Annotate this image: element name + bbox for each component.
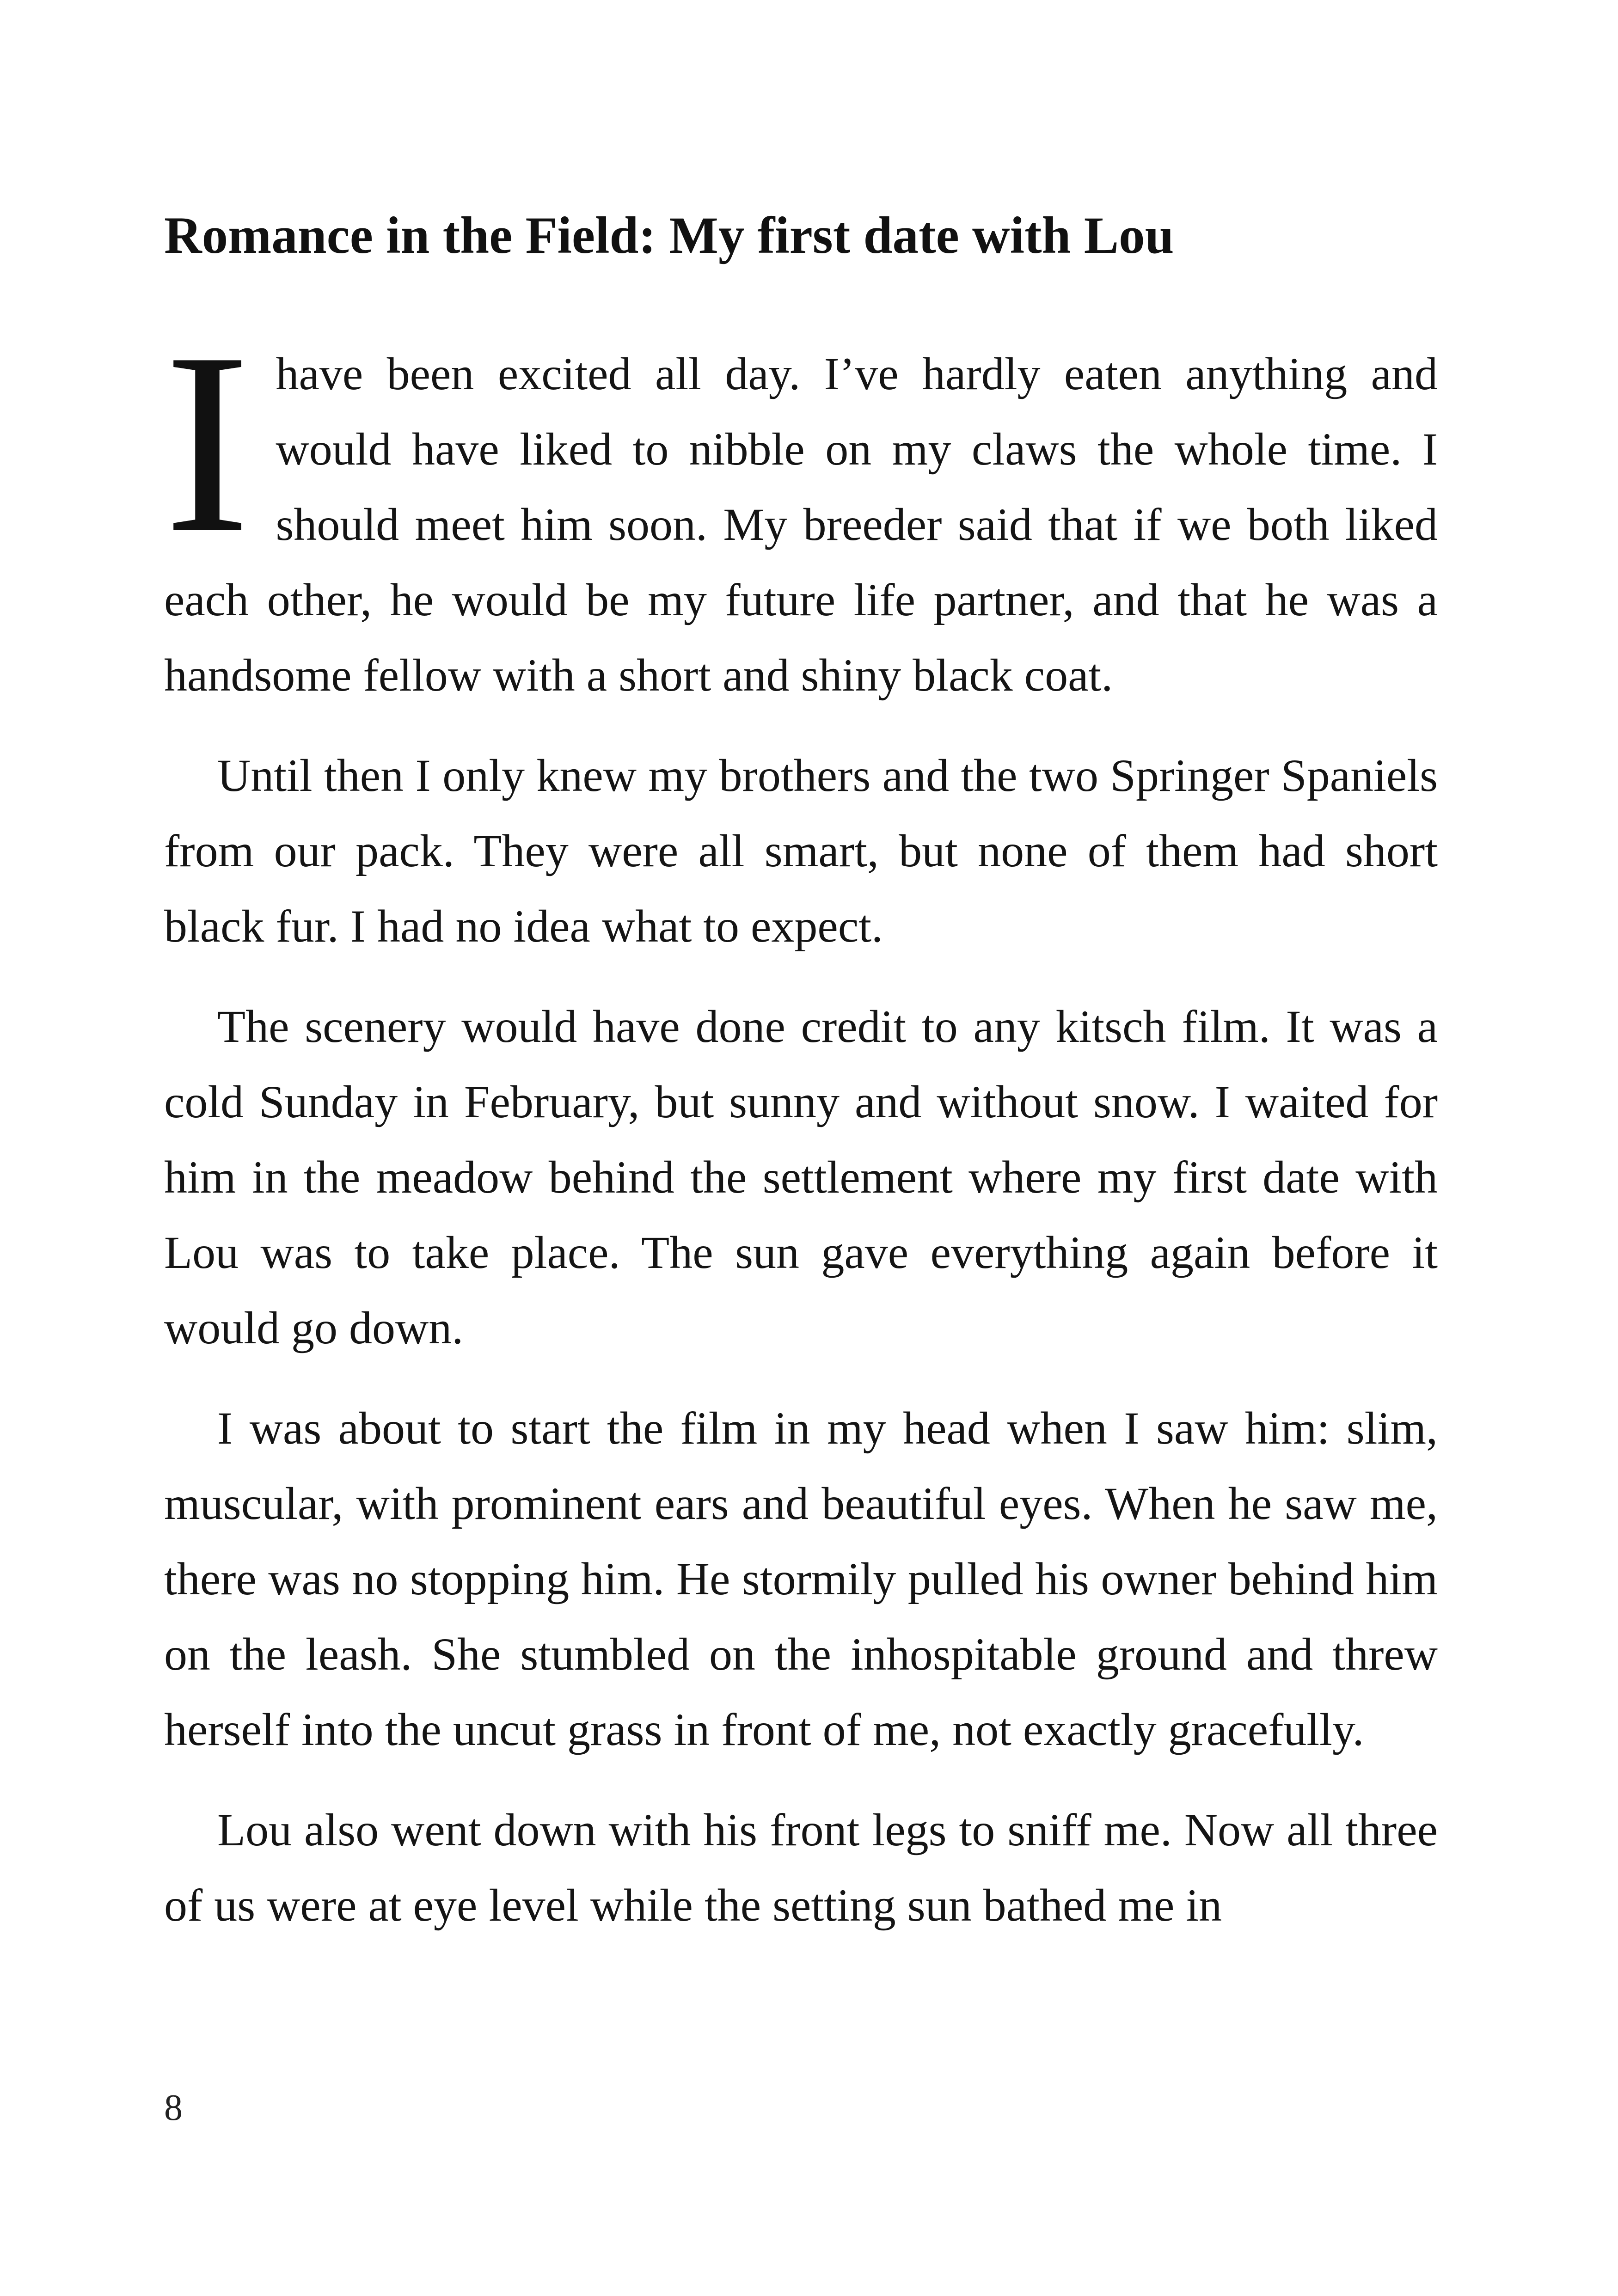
drop-cap: I xyxy=(164,300,251,586)
paragraph-4: I was about to start the film in my head when I saw him: slim, muscular, with prominent ears and beautiful eyes. When he saw me, there was no stopping him. He stormily pulled his owner behind him on the leash. She stumbled on the inhospitable ground and threw herself into the uncut grass in front of me, not exactly gracefully. xyxy=(164,1402,1438,1755)
paragraph-5: Lou also went down with his front legs to sniff me. Now all three of us were at eye level while the setting sun bathed me in xyxy=(164,1804,1438,1931)
chapter-title: Romance in the Field: My first date with Lou xyxy=(164,207,1174,264)
paragraph-1 xyxy=(164,300,1438,713)
page-number: 8 xyxy=(164,2088,183,2128)
paragraph-2: Until then I only knew my brothers and the two Springer Spaniels from our pack. They were all smart, but none of them had short black fur. I had no idea what to expect. xyxy=(164,750,1438,952)
body-text xyxy=(164,300,1438,1943)
paragraph-3: The scenery would have done credit to any kitsch film. It was a cold Sunday in February, but sunny and without snow. I waited for him in the meadow behind the settlement where my first date with Lou was to take place. The sun gave everything again before it would go down. xyxy=(164,1001,1438,1353)
text-block xyxy=(164,194,1438,1943)
paragraph-1-text: have been excited all day. I’ve hardly eaten anything and would have liked to nibble on my claws the whole time. I should meet him soon. My breeder said that if we both liked each other, he would be my future life partner, and that he was a handsome fellow with a short and shiny black coat. xyxy=(164,348,1438,701)
